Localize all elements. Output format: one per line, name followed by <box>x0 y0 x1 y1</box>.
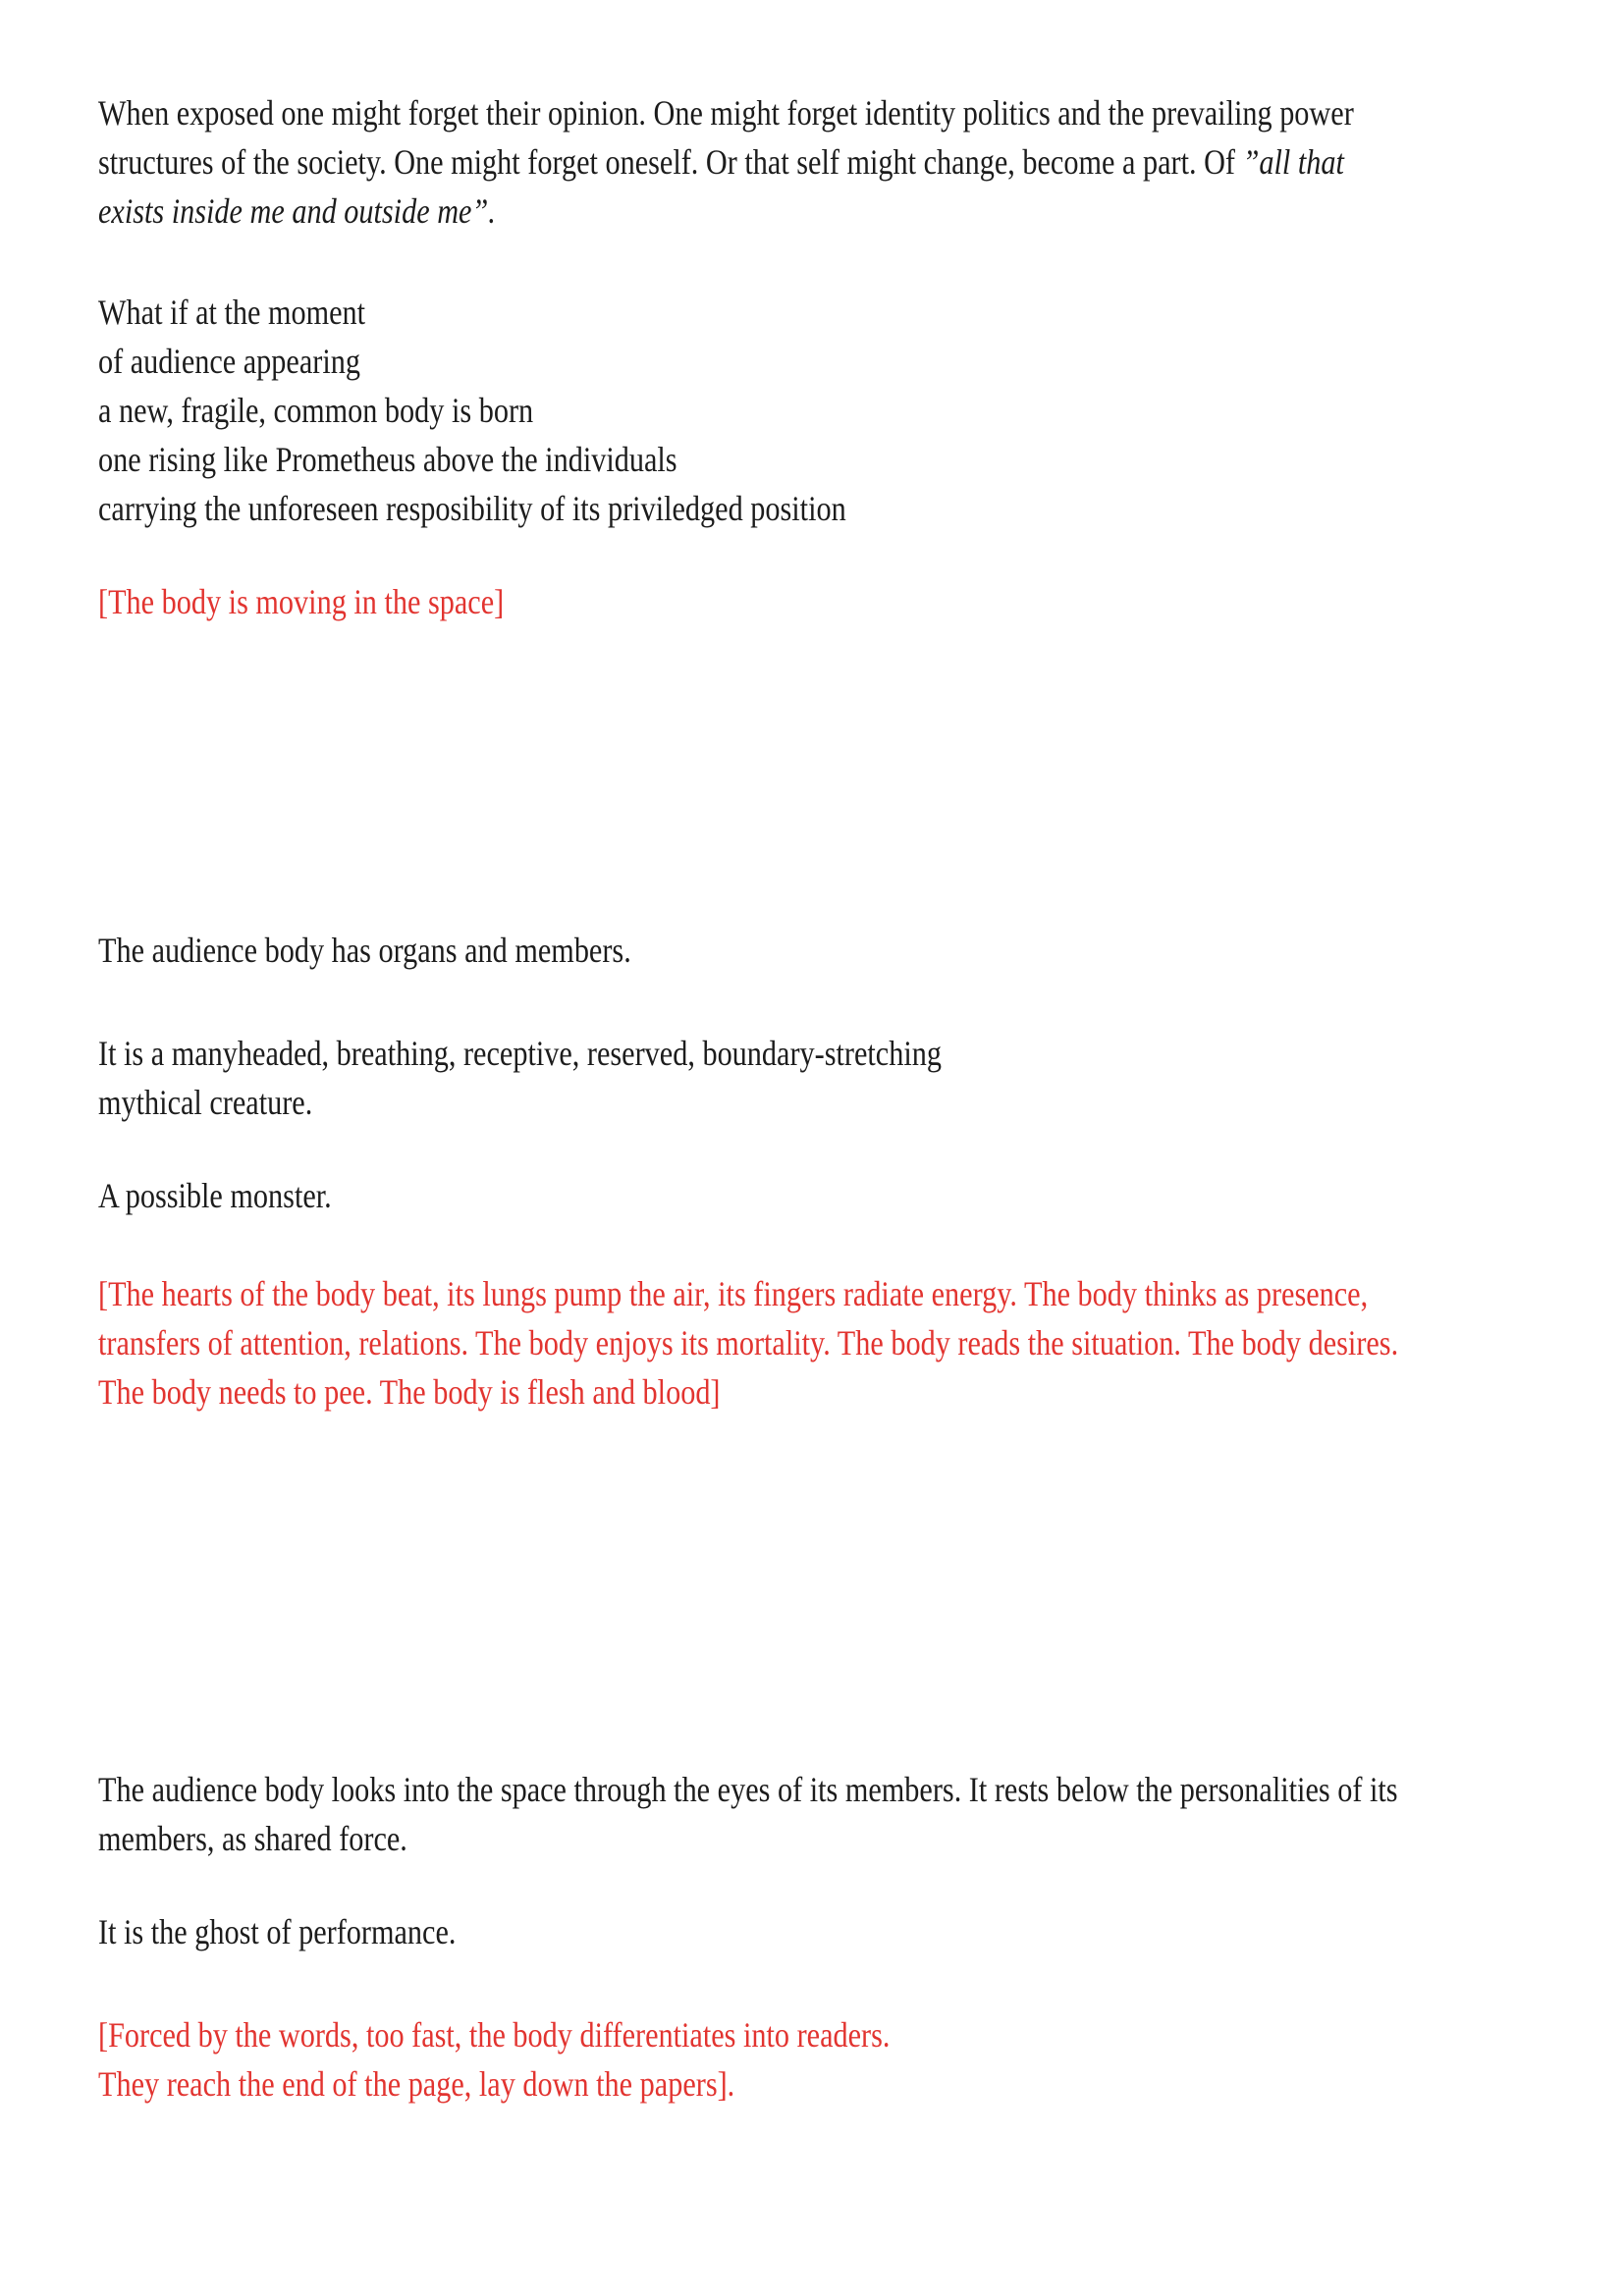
text-line: exists inside me and outside me”. <box>98 191 496 231</box>
text-line: of audience appearing <box>98 342 360 381</box>
stage-direction-hearts-beat <box>98 1269 1624 1416</box>
stage-direction-forced-by-words <box>98 2010 1041 2109</box>
paragraph-organs-members <box>98 926 732 975</box>
text-line: It is the ghost of performance. <box>98 1912 457 1951</box>
text-line: a new, fragile, common body is born <box>98 391 534 430</box>
text-line: It is a manyheaded, breathing, receptive, reserved, boundary-stretching <box>98 1034 942 1073</box>
text-line: The audience body looks into the space through the eyes of its members. It rests below the personalities of its <box>98 1770 1398 1809</box>
text-line: carrying the unforeseen resposibility of its priviledged position <box>98 489 846 528</box>
text-line: They reach the end of the page, lay down the papers]. <box>98 2064 735 2104</box>
text-line: When exposed one might forget their opinion. One might forget identity politics and the prevailing power <box>98 93 1354 133</box>
text-line: [The hearts of the body beat, its lungs pump the air, its fingers radiate energy. The body thinks as presence, <box>98 1274 1369 1313</box>
text-line <box>98 137 1354 187</box>
paragraph-manyheaded <box>98 1029 1103 1127</box>
text-line: mythical creature. <box>98 1083 313 1122</box>
text-run-italic: ”all that <box>1242 142 1344 182</box>
paragraph-possible-monster <box>98 1171 376 1220</box>
stanza-what-if <box>98 288 989 533</box>
text-run: structures of the society. One might forget oneself. Or that self might change, become a part. Of <box>98 142 1243 182</box>
text-line: [Forced by the words, too fast, the body differentiates into readers. <box>98 2015 891 2055</box>
text-line: The body needs to pee. The body is flesh and blood] <box>98 1372 721 1412</box>
paragraph-audience-looks <box>98 1765 1624 1863</box>
text-line: A possible monster. <box>98 1176 332 1215</box>
stage-direction-body-moving <box>98 577 581 626</box>
text-line: transfers of attention, relations. The body enjoys its mortality. The body reads the situation. The body desires. <box>98 1323 1399 1362</box>
paragraph-ghost-of-performance <box>98 1907 524 1956</box>
text-line: members, as shared force. <box>98 1819 407 1858</box>
text-line: The audience body has organs and members. <box>98 931 631 970</box>
text-line: What if at the moment <box>98 293 366 332</box>
text-line: [The body is moving in the space] <box>98 582 505 621</box>
paragraph-when-exposed <box>98 88 1593 236</box>
text-line: one rising like Prometheus above the individuals <box>98 440 677 479</box>
